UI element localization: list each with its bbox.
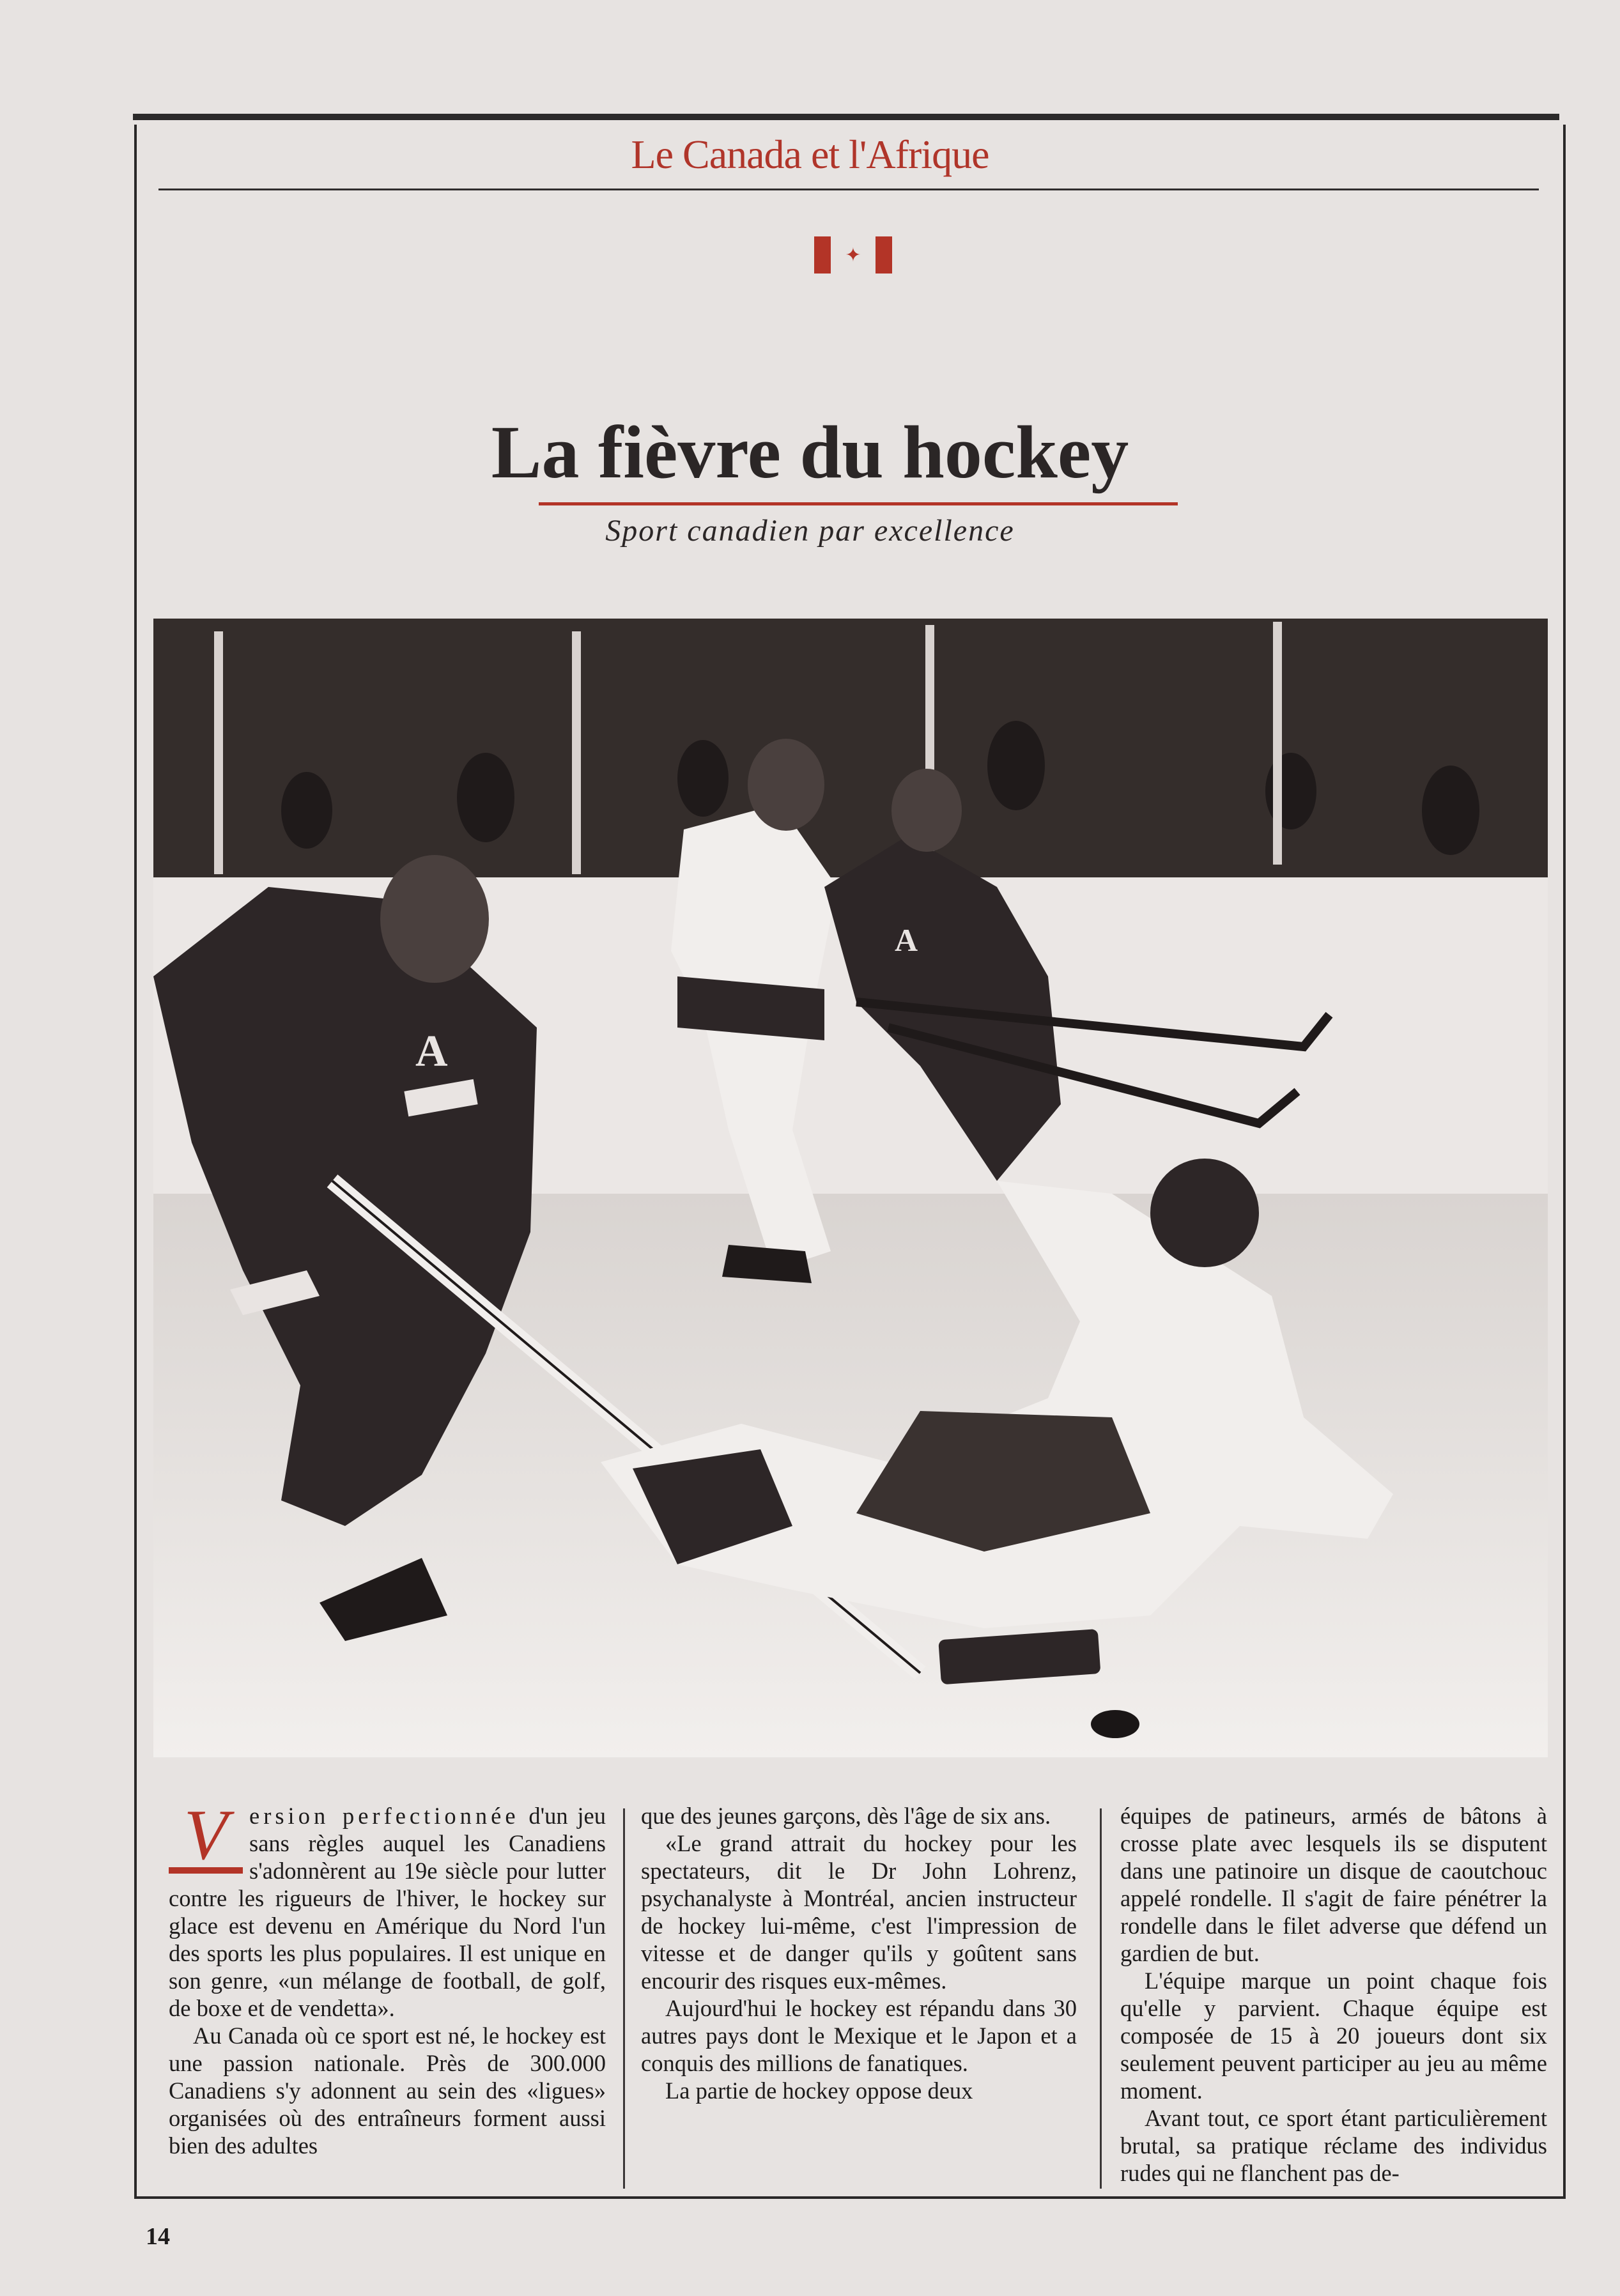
drop-cap: V (169, 1806, 243, 1874)
article-paragraph: «Le grand attrait du hockey pour les spectateurs, dit le Dr John Lohrenz, psychanalyste à Montréal, ancien instructeur de hockey lui-même, c'est l'impression de vitesse et de danger qu'ils y goûtent sans encourir des risques eux-mêmes. (641, 1830, 1077, 1994)
article-body (158, 1796, 1547, 2186)
title-underline (539, 502, 1178, 505)
article-column-1 (169, 1796, 606, 2185)
article-paragraph: Au Canada où ce sport est né, le hockey est une passion nationale. Près de 300.000 Canadiens s'y adonnent au sein des «ligues» organisées où des entraîneurs forment aussi bien des adultes (169, 2022, 606, 2159)
article-paragraph: L'équipe marque un point chaque fois qu'elle y parvient. Chaque équipe est composée de 15 à 20 joueurs dont six seulement peuvent participer au jeu au même moment. (1120, 1968, 1547, 2104)
column-rule (623, 1808, 625, 2189)
hockey-photo (153, 619, 1548, 1757)
canada-flag-icon (814, 236, 892, 274)
header-rule (158, 189, 1539, 190)
page-number: 14 (146, 2223, 170, 2250)
svg-text:A: A (415, 1027, 448, 1076)
article-paragraph: équipes de patineurs, armés de bâtons à crosse plate avec lesquels ils se disputent dans une patinoire un disque de caoutchouc appelé rondelle. Il s'agit de faire pénétrer la rondelle dans le filet adverse que défend un gardien de but. (1120, 1803, 1547, 1966)
article-paragraph: Avant tout, ce sport étant particulièrement brutal, sa pratique réclame des individus rudes qui ne flanchent pas de- (1120, 2105, 1547, 2186)
section-title: Le Canada et l'Afrique (631, 132, 989, 177)
paragraph-text: d'un jeu sans règles auquel les Canadiens s'adonnèrent au 19e siècle pour lutter contre les rigueurs de l'hiver, le hockey sur glace est devenu en Amérique du Nord l'un des sports les plus populaires. Il est unique en son genre, «un mélange de football, de golf, de boxe et de vendetta». (169, 1803, 606, 2021)
column-rule (1100, 1808, 1102, 2189)
article-column-3 (1120, 1802, 1547, 2185)
article-column-2 (641, 1802, 1077, 2185)
article-subtitle: Sport canadien par excellence (605, 514, 1015, 548)
lead-text: ersion perfectionnée (249, 1803, 520, 1829)
article-paragraph (169, 1796, 606, 2022)
article-title: La fièvre du hockey (491, 410, 1129, 494)
article-paragraph: Aujourd'hui le hockey est répandu dans 30 autres pays dont le Mexique et le Japon et a conquis des millions de fanatiques. (641, 1995, 1077, 2076)
article-paragraph: La partie de hockey oppose deux (665, 2077, 973, 2104)
article-paragraph: que des jeunes garçons, dès l'âge de six ans. (641, 1803, 1051, 1829)
top-rule (133, 114, 1559, 120)
maple-leaf-icon: ✦ (831, 236, 876, 274)
svg-text:A: A (895, 922, 918, 958)
